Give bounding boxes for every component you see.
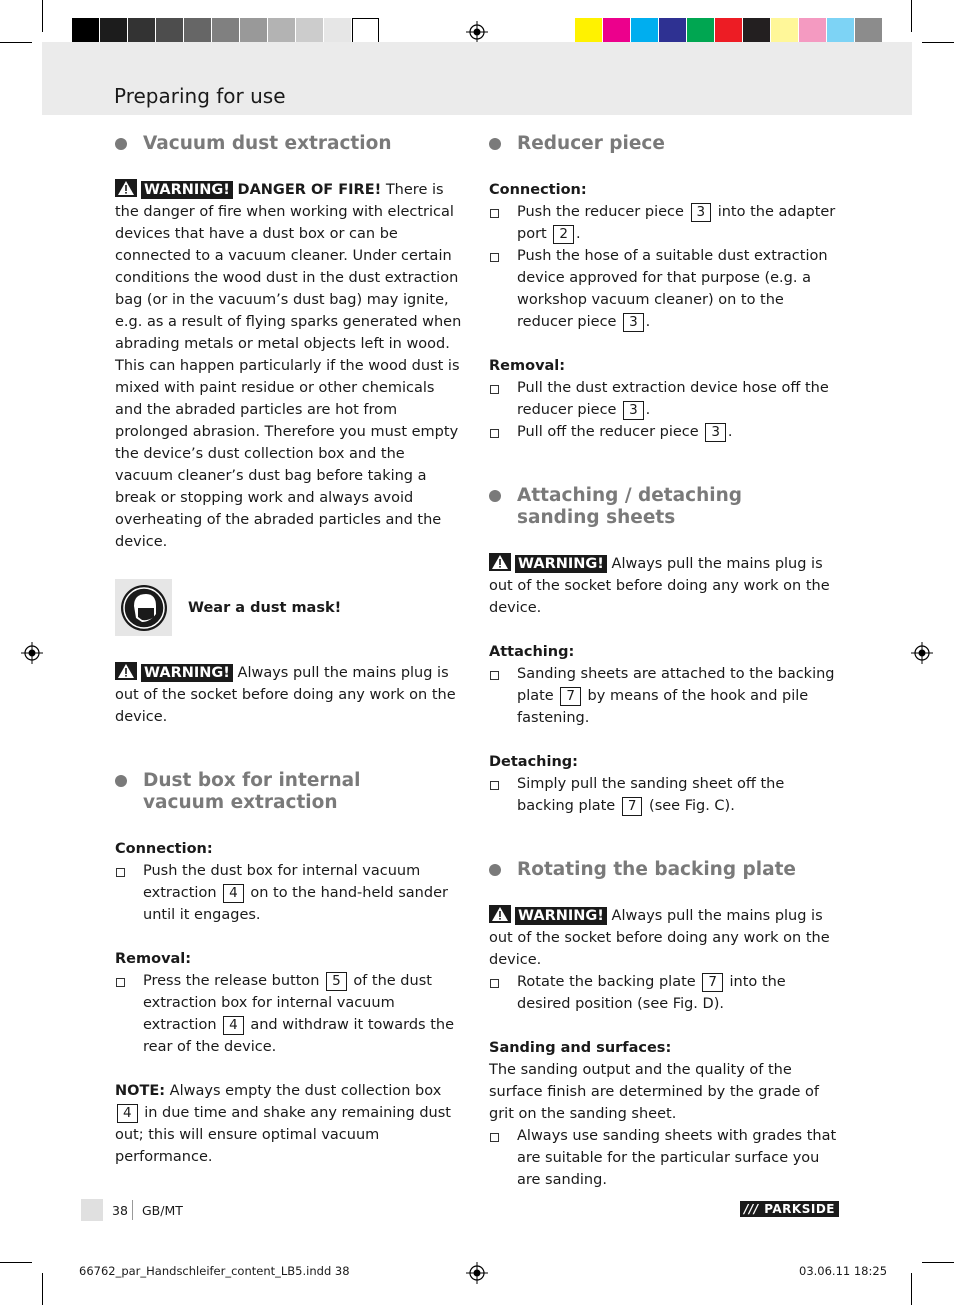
connection-title: Connection:	[115, 841, 213, 857]
checkbox-bullet-icon	[490, 385, 499, 394]
part-number: 7	[560, 687, 581, 706]
bullet-icon	[489, 138, 501, 150]
crop-mark	[0, 1262, 32, 1263]
part-number: 4	[223, 1016, 244, 1035]
warning-badge: WARNING!	[141, 664, 233, 682]
warning-paragraph: WARNING! Always pull the mains plug is out of the socket before doing any work on the device.	[489, 553, 839, 619]
connection-list	[489, 201, 839, 333]
warning-triangle-icon	[489, 553, 511, 571]
part-number: 5	[326, 972, 347, 991]
bullet-icon	[115, 775, 127, 787]
registration-mark-icon	[21, 642, 43, 664]
removal-list	[115, 970, 465, 1058]
date-slug: 03.06.11 18:25	[799, 1264, 888, 1278]
file-slug: 66762_par_Handschleifer_content_LB5.indd 38	[79, 1264, 350, 1278]
warning-triangle-icon	[489, 905, 511, 923]
attaching-list	[489, 663, 839, 729]
list-item: Push the hose of a suitable dust extraction device approved for that purpose (e.g. a workshop vacuum cleaner) on to the reducer piece 3 .	[489, 245, 839, 333]
sanding-text: The sanding output and the quality of the surface finish are determined by the grade of grit on the sanding sheet.	[489, 1062, 820, 1122]
bullet-icon	[489, 490, 501, 502]
removal-list	[489, 377, 839, 443]
checkbox-bullet-icon	[490, 429, 499, 438]
part-number: 7	[702, 973, 723, 992]
part-number: 4	[223, 884, 244, 903]
warning-badge: WARNING!	[515, 907, 607, 925]
right-column	[489, 133, 839, 1191]
removal-title: Removal:	[115, 951, 192, 967]
bullet-icon	[115, 138, 127, 150]
list-item: Always use sanding sheets with grades that are suitable for the particular surface you are sanding.	[489, 1125, 839, 1191]
list-item: Press the release button 5 of the dust extraction box for internal vacuum extraction 4 and withdraw it towards the rear of the device.	[115, 970, 465, 1058]
section-heading-dustbox: Dust box for internal vacuum extraction	[115, 770, 465, 814]
connection-title: Connection:	[489, 182, 587, 198]
crop-mark	[922, 42, 954, 43]
warning-triangle-icon	[115, 179, 137, 197]
part-number: 3	[623, 313, 644, 332]
part-number: 7	[622, 797, 643, 816]
crop-mark	[911, 1273, 912, 1305]
bullet-icon	[489, 864, 501, 876]
part-number: 4	[117, 1104, 138, 1123]
registration-mark-icon	[466, 1262, 488, 1284]
footer-divider	[132, 1200, 133, 1220]
crop-mark	[911, 0, 912, 32]
warning-badge: WARNING!	[515, 555, 607, 573]
detaching-title: Detaching:	[489, 754, 578, 770]
list-item: Sanding sheets are attached to the backing plate 7 by means of the hook and pile fastening.	[489, 663, 839, 729]
checkbox-bullet-icon	[490, 1133, 499, 1142]
warning-text: Always pull the mains plug is out of the socket before doing any work on the device.	[115, 665, 456, 725]
fire-warning-text: There is the danger of fire when working with electrical devices that have a dust box or can be connected to a vacuum cleaner. Under certain conditions the wood dust in the dust extraction bag (or in the vacuum’s dust bag) may ignite, e.g. as a result of flying sparks generated when abrading metals or metal objects left in wood. This can happen particularly if the wood dust is mixed with paint residue or other chemicals and the abraded particles are hot from prolonged abrasion. Therefore you must empty the device’s dust collection box and the vacuum cleaner’s dust bag before taking a break or stopping work and always avoid overheating of the abraded particles and the device.	[115, 182, 462, 550]
removal-title: Removal:	[489, 358, 566, 374]
checkbox-bullet-icon	[490, 781, 499, 790]
danger-label: DANGER OF FIRE!	[237, 182, 382, 198]
checkbox-bullet-icon	[490, 671, 499, 680]
dust-mask-label: Wear a dust mask!	[188, 599, 342, 616]
part-number: 3	[691, 203, 712, 222]
list-item: Pull the dust extraction device hose off the reducer piece 3 .	[489, 377, 839, 421]
checkbox-bullet-icon	[490, 253, 499, 262]
warning-triangle-icon	[115, 662, 137, 680]
crop-mark	[0, 42, 32, 43]
page-title: Preparing for use	[114, 84, 286, 108]
list-item: Push the dust box for internal vacuum extraction 4 on to the hand-held sander until it engages.	[115, 860, 465, 926]
crop-mark	[42, 1273, 43, 1305]
warning-badge: WARNING!	[141, 181, 233, 199]
dust-mask-icon	[115, 579, 172, 636]
crop-mark	[42, 0, 43, 32]
detaching-list	[489, 773, 839, 817]
section-heading-rotating: Rotating the backing plate	[489, 859, 839, 881]
section-heading-reducer: Reducer piece	[489, 133, 839, 155]
checkbox-bullet-icon	[490, 209, 499, 218]
fire-warning-paragraph	[115, 179, 465, 553]
language-code: GB/MT	[142, 1203, 183, 1218]
section-heading-vacuum: Vacuum dust extraction	[115, 133, 465, 155]
sanding-title: Sanding and surfaces:	[489, 1040, 672, 1056]
part-number: 3	[705, 423, 726, 442]
warning-paragraph: WARNING! Always pull the mains plug is out of the socket before doing any work on the device.	[489, 905, 839, 971]
page-number: 38	[112, 1203, 128, 1218]
sanding-list	[489, 1125, 839, 1191]
list-item: Simply pull the sanding sheet off the backing plate 7 (see Fig. C).	[489, 773, 839, 817]
section-heading-sheets: Attaching / detaching sanding sheets	[489, 485, 839, 529]
crop-mark	[922, 1262, 954, 1263]
list-item: Pull off the reducer piece 3 .	[489, 421, 839, 443]
connection-list	[115, 860, 465, 926]
checkbox-bullet-icon	[116, 978, 125, 987]
attaching-title: Attaching:	[489, 644, 575, 660]
rotating-list	[489, 971, 839, 1015]
part-number: 2	[553, 225, 574, 244]
left-column	[115, 133, 465, 1168]
parkside-logo: /// PARKSIDE	[740, 1201, 839, 1217]
registration-mark-icon	[911, 642, 933, 664]
checkbox-bullet-icon	[116, 868, 125, 877]
page-number-box	[81, 1199, 103, 1221]
dust-mask-notice	[115, 579, 465, 636]
part-number: 3	[623, 401, 644, 420]
checkbox-bullet-icon	[490, 979, 499, 988]
note-paragraph: NOTE: Always empty the dust collection box 4 in due time and shake any remaining dust out; this will ensure optimal vacuum performance.	[115, 1083, 451, 1165]
registration-mark-icon	[466, 21, 488, 43]
warning-paragraph	[115, 662, 465, 728]
list-item: Push the reducer piece 3 into the adapter port 2 .	[489, 201, 839, 245]
list-item: Rotate the backing plate 7 into the desired position (see Fig. D).	[489, 971, 839, 1015]
